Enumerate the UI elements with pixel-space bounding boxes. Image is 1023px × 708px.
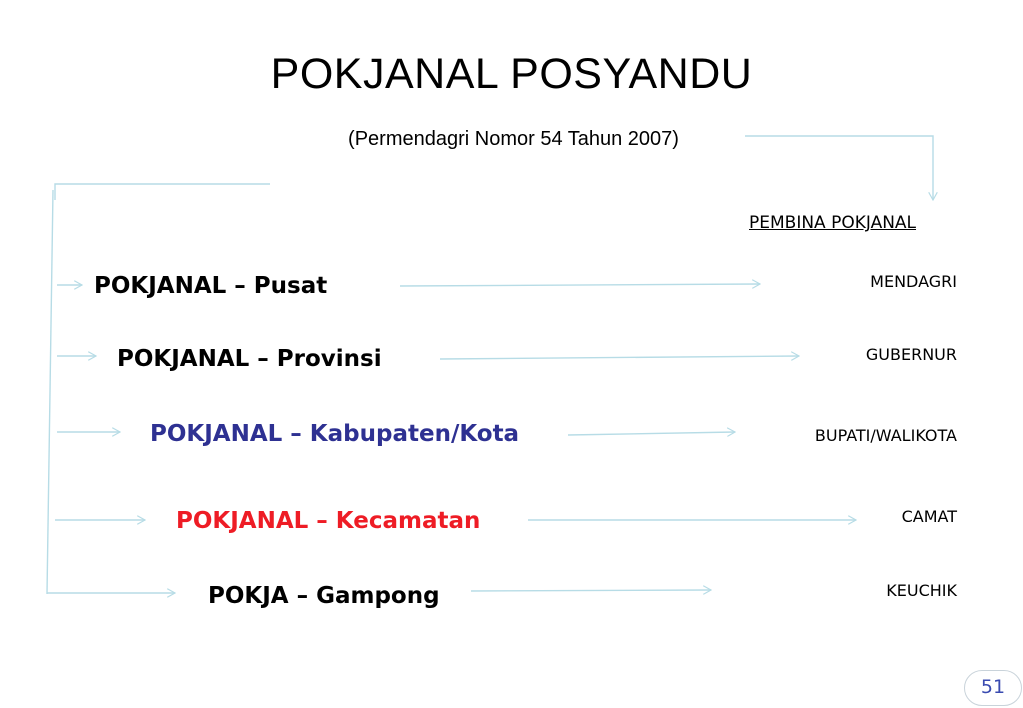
right-arrow-kabupaten bbox=[568, 432, 735, 435]
page-number-badge: 51 bbox=[964, 670, 1022, 706]
level-label-pusat: POKJANAL – Pusat bbox=[94, 273, 328, 299]
level-label-kabupaten: POKJANAL – Kabupaten/Kota bbox=[150, 421, 520, 447]
level-label-provinsi: POKJANAL – Provinsi bbox=[117, 346, 382, 372]
right-arrow-gampong bbox=[471, 590, 711, 591]
page-subtitle: (Permendagri Nomor 54 Tahun 2007) bbox=[348, 128, 679, 150]
level-label-gampong: POKJA – Gampong bbox=[208, 583, 440, 609]
right-arrow-pusat bbox=[400, 284, 760, 286]
pembina-heading: PEMBINA POKJANAL bbox=[749, 213, 917, 233]
page-title: POKJANAL POSYANDU bbox=[270, 50, 753, 98]
official-pusat: MENDAGRI bbox=[870, 272, 957, 291]
official-kecamatan: CAMAT bbox=[901, 507, 957, 526]
left-vertical-line bbox=[47, 190, 53, 594]
official-provinsi: GUBERNUR bbox=[865, 345, 957, 364]
left-bracket-line bbox=[55, 184, 270, 200]
level-label-kecamatan: POKJANAL – Kecamatan bbox=[176, 508, 481, 534]
official-gampong: KEUCHIK bbox=[886, 581, 957, 600]
right-arrow-provinsi bbox=[440, 356, 799, 359]
official-kabupaten: BUPATI/WALIKOTA bbox=[814, 426, 957, 445]
